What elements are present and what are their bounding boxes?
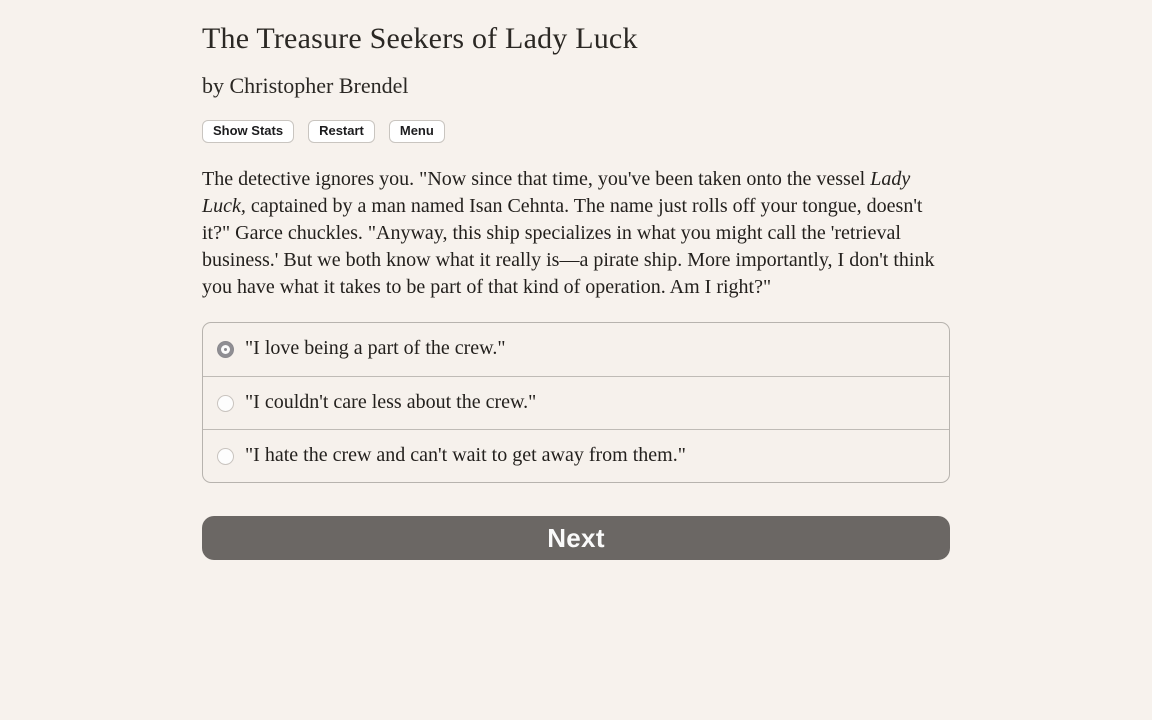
game-page (202, 0, 950, 560)
story-text-segment: captained by a man named Isan Cehnta. The name just rolls off your tongue, doesn't it?" Garce chuckles. "Anyway, this ship specializes in what you might call the 'retrieval business.' But we both know what it really is—a pirate ship. More importantly, I don't think you have what it takes to be part of that kind of operation. Am I right?" (202, 195, 935, 299)
choice-label: "I hate the crew and can't wait to get away from them." (245, 443, 686, 466)
next-button[interactable]: Next (202, 516, 950, 560)
story-paragraph (202, 166, 950, 301)
choice-label: "I couldn't care less about the crew." (245, 390, 537, 413)
toolbar (202, 120, 950, 143)
story-text-segment: The detective ignores you. "Now since that time, you've been taken onto the vessel (202, 168, 871, 191)
choice-label: "I love being a part of the crew." (245, 337, 506, 360)
radio-button-icon[interactable] (217, 341, 234, 358)
choice-option[interactable] (203, 429, 949, 482)
show-stats-button[interactable]: Show Stats (202, 120, 294, 143)
radio-button-icon[interactable] (217, 448, 234, 465)
author-byline: by Christopher Brendel (202, 73, 409, 98)
choice-option[interactable] (203, 323, 949, 376)
menu-button[interactable]: Menu (389, 120, 445, 143)
choice-group (202, 322, 950, 483)
radio-button-icon[interactable] (217, 395, 234, 412)
choice-option[interactable] (203, 376, 949, 429)
page-title: The Treasure Seekers of Lady Luck (202, 22, 638, 55)
restart-button[interactable]: Restart (308, 120, 375, 143)
story-text-italic-segment: Lady Luck, (202, 168, 911, 218)
